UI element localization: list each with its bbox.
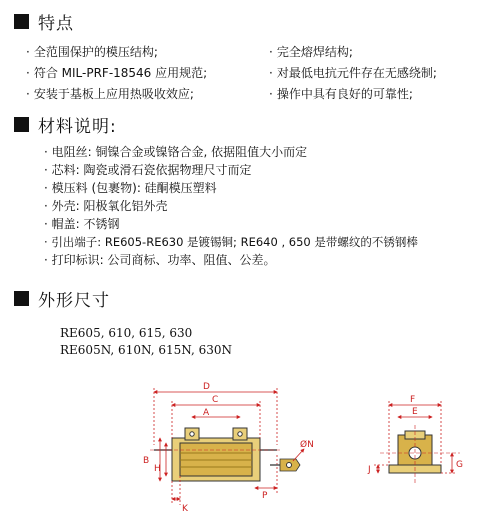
feature-item: · 符合 MIL-PRF-18546 应用规范; — [26, 66, 208, 80]
feature-item: · 完全熔焊结构; — [269, 45, 353, 59]
feature-item: · 全范围保护的模压结构; — [26, 45, 158, 59]
dim-label-E: E — [412, 407, 418, 417]
material-item: · 芯料: 陶瓷或滑石瓷依据物理尺寸而定 — [44, 163, 252, 177]
materials-title: 材料说明: — [38, 117, 117, 137]
feature-item: · 操作中具有良好的可靠性; — [269, 87, 413, 101]
model-line: RE605N, 610N, 615N, 630N — [60, 343, 232, 357]
dim-label-J: J — [368, 465, 371, 475]
material-item: · 帽盖: 不锈钢 — [44, 217, 120, 231]
heading-bullet-icon — [14, 14, 29, 29]
lead-detail — [270, 449, 304, 471]
dim-label-N: ØN — [300, 440, 314, 450]
material-item: · 电阻丝: 铜镍合金或镍铬合金, 依据阻值大小而定 — [44, 145, 308, 159]
material-item: · 打印标识: 公司商标、功率、阻值、公差。 — [44, 253, 276, 267]
dimensions-title: 外形尺寸 — [38, 291, 110, 311]
dim-label-B: B — [143, 456, 150, 466]
dim-label-P: P — [262, 491, 268, 501]
model-line: RE605, 610, 615, 630 — [60, 326, 193, 340]
side-view — [380, 425, 460, 483]
feature-item: · 对最低电抗元件存在无感绕制; — [269, 66, 437, 80]
material-item: · 模压料 (包裹物): 硅酮模压塑料 — [44, 181, 217, 195]
dim-label-G: G — [456, 460, 463, 470]
heading-bullet-icon — [14, 291, 29, 306]
features-heading — [14, 9, 74, 34]
heading-bullet-icon — [14, 117, 29, 132]
dim-label-K: K — [182, 504, 188, 514]
front-view — [150, 428, 281, 481]
dim-label-A: A — [203, 408, 210, 418]
features-title: 特点 — [38, 14, 74, 34]
feature-item: · 安装于基板上应用热吸收效应; — [26, 87, 194, 101]
material-item: · 引出端子: RE605-RE630 是镀锡铜; RE640 , 650 是带螺纹的不锈钢棒 — [44, 235, 418, 249]
materials-heading — [14, 112, 117, 137]
dim-label-F: F — [410, 395, 416, 405]
dimension-drawing — [0, 375, 501, 522]
dim-label-D: D — [203, 382, 210, 392]
dimensions-heading — [14, 286, 110, 311]
dim-label-H: H — [154, 464, 161, 474]
materials-list — [44, 143, 418, 269]
material-item: · 外壳: 阳极氧化铝外壳 — [44, 199, 168, 213]
dim-label-C: C — [212, 395, 219, 405]
